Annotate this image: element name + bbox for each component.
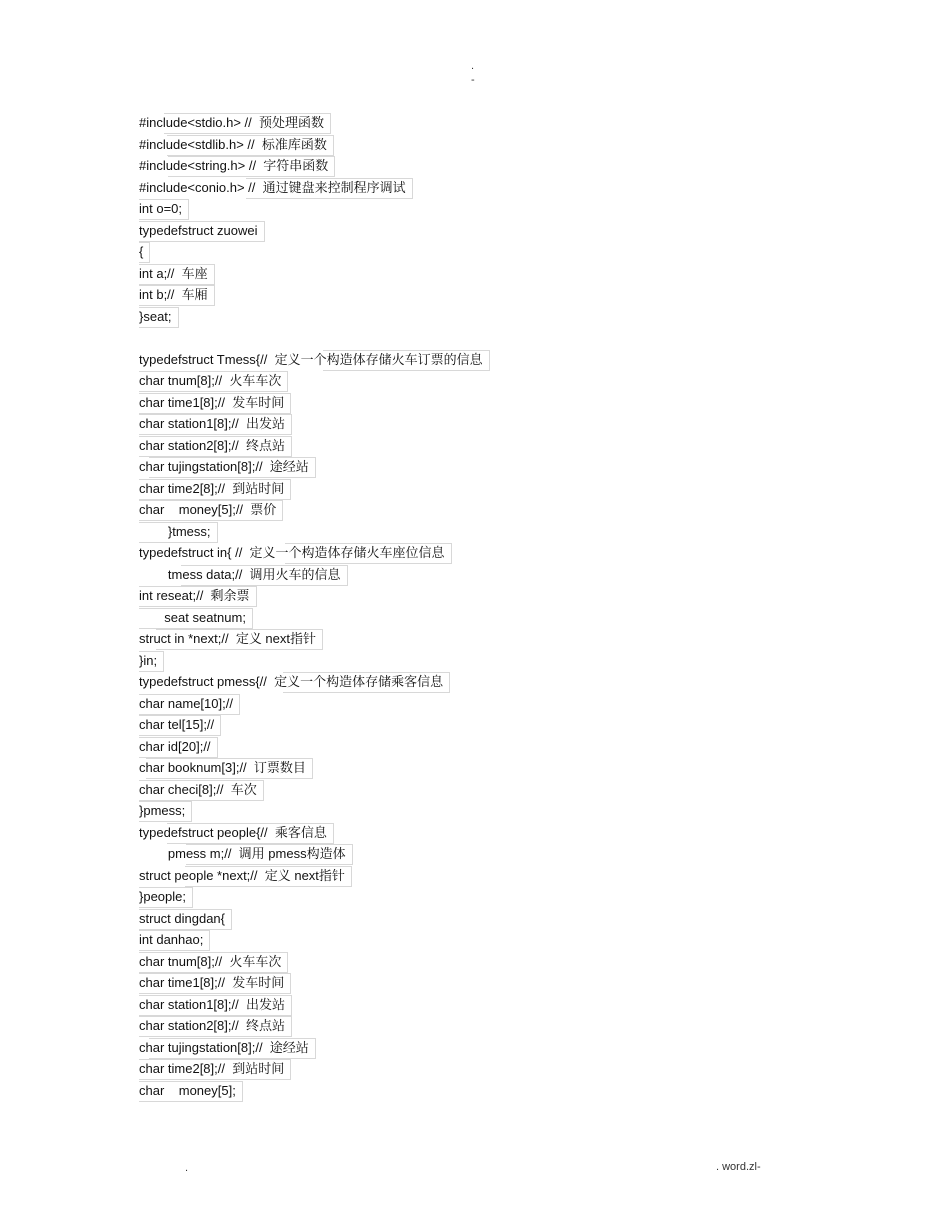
code-line: [139, 671, 739, 693]
footer-source-label: . word.zl-: [716, 1161, 761, 1173]
code-line: [139, 736, 739, 758]
code-line-text: char time2[8];// 到站时间: [139, 1061, 285, 1076]
code-line-text: char checi[8];// 车次: [139, 781, 257, 797]
code-line: [139, 564, 739, 586]
code-line: [139, 349, 739, 371]
code-line-text: char booknum[3];// 订票数目: [139, 760, 306, 775]
code-line: [139, 241, 739, 263]
code-line: [139, 822, 739, 844]
code-line-text: #include<string.h> // 字符串函数: [139, 158, 329, 173]
code-line-text: char id[20];//: [139, 738, 211, 754]
code-line: [139, 628, 739, 650]
header-dash: -: [471, 74, 475, 86]
code-line: [139, 263, 739, 285]
code-line: [139, 177, 739, 199]
code-line: [139, 929, 739, 951]
code-line: [139, 499, 739, 521]
code-line: [139, 994, 739, 1016]
code-line: [139, 1058, 739, 1080]
code-line: [139, 456, 739, 478]
code-line: [139, 542, 739, 564]
code-line: [139, 779, 739, 801]
code-line-text: }people;: [139, 889, 186, 904]
code-line-text: {: [139, 244, 144, 259]
code-line: [139, 1037, 739, 1059]
code-line-text: char tujingstation[8];// 途经站: [139, 459, 309, 474]
code-line-text: char money[5];// 票价: [139, 502, 277, 517]
code-line-text: typedefstruct zuowei: [139, 222, 258, 238]
code-line-text: typedefstruct people{// 乘客信息: [139, 824, 327, 840]
code-line: [139, 134, 739, 156]
code-line-text: char station1[8];// 出发站: [139, 996, 285, 1012]
code-line: [139, 908, 739, 930]
code-line: [139, 198, 739, 220]
code-listing: [139, 112, 739, 1101]
code-line-text: char station2[8];// 终点站: [139, 437, 285, 453]
code-line: [139, 1015, 739, 1037]
code-line-text: struct people *next;// 定义 next指针: [139, 867, 345, 883]
code-line-text: }seat;: [139, 308, 172, 324]
code-line-text: int reseat;// 剩余票: [139, 588, 250, 603]
code-line-text: #include<stdio.h> // 预处理函数: [139, 115, 324, 130]
code-line-text: typedefstruct Tmess{// 定义一个构造体存储火车订票的信息: [139, 351, 483, 367]
code-line: [139, 112, 739, 134]
code-line: [139, 607, 739, 629]
code-line-text: char tnum[8];// 火车车次: [139, 373, 282, 388]
code-line: [139, 1080, 739, 1102]
code-line: [139, 306, 739, 328]
code-line-text: char time2[8];// 到站时间: [139, 480, 285, 496]
code-line-text: }in;: [139, 652, 158, 668]
code-line: [139, 220, 739, 242]
code-line: [139, 843, 739, 865]
code-line: [139, 413, 739, 435]
code-line: [139, 800, 739, 822]
code-line: [139, 951, 739, 973]
code-line-text: char tnum[8];// 火车车次: [139, 953, 282, 969]
header-dot: .: [471, 60, 475, 72]
code-line-text: int a;// 车座: [139, 265, 208, 281]
code-line-text: }tmess;: [139, 523, 211, 539]
code-line: [139, 865, 739, 887]
code-line-text: char name[10];//: [139, 695, 233, 711]
code-line: [139, 435, 739, 457]
code-line-text: char tujingstation[8];// 途经站: [139, 1039, 309, 1055]
code-line: [139, 327, 739, 349]
code-line-text: struct in *next;// 定义 next指针: [139, 631, 316, 646]
code-line: [139, 370, 739, 392]
code-line-text: tmess data;// 调用火车的信息: [139, 566, 341, 582]
footer-left-mark: .: [185, 1162, 189, 1174]
code-line-text: typedefstruct pmess{// 定义一个构造体存储乘客信息: [139, 674, 444, 689]
code-line-text: struct dingdan{: [139, 910, 226, 926]
code-line-text: int o=0;: [139, 201, 183, 216]
code-line: [139, 284, 739, 306]
code-line: [139, 585, 739, 607]
code-line-text: char time1[8];// 发车时间: [139, 394, 285, 410]
code-line-text: #include<conio.h> // 通过键盘来控制程序调试: [139, 179, 406, 195]
code-line-text: pmess m;// 调用 pmess构造体: [139, 846, 346, 861]
code-line-text: char station2[8];// 终点站: [139, 1018, 285, 1033]
code-line-text: #include<stdlib.h> // 标准库函数: [139, 136, 327, 152]
code-line: [139, 757, 739, 779]
code-line-text: char money[5];: [139, 1082, 236, 1098]
code-line-text: int danhao;: [139, 932, 204, 947]
code-line: [139, 886, 739, 908]
code-line: [139, 714, 739, 736]
code-line: [139, 478, 739, 500]
code-line-text: }pmess;: [139, 803, 186, 818]
code-line-text: char tel[15];//: [139, 717, 215, 732]
code-line: [139, 392, 739, 414]
code-line: [139, 650, 739, 672]
code-line: [139, 972, 739, 994]
code-line: [139, 155, 739, 177]
code-line-text: char time1[8];// 发车时间: [139, 975, 285, 990]
code-line-text: seat seatnum;: [139, 609, 246, 625]
code-line: [139, 521, 739, 543]
code-line-text: int b;// 车厢: [139, 287, 208, 302]
code-line-text: char station1[8];// 出发站: [139, 416, 285, 431]
code-line: [139, 693, 739, 715]
code-line-text: typedefstruct in{ // 定义一个构造体存储火车座位信息: [139, 545, 445, 560]
